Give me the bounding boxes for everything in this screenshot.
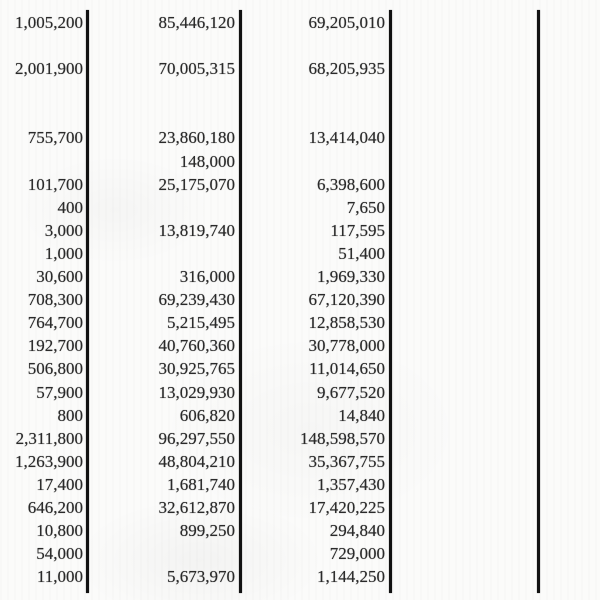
table-row [0,427,600,450]
table-cell [0,80,85,103]
table-row [0,519,600,542]
table-cell: 2,001,900 [15,59,83,79]
table-cell: 6,398,600 [317,174,385,194]
table-cell [387,565,537,588]
table-cell: 148,000 [179,151,235,171]
table-cell [387,473,537,496]
table-cell [387,311,537,334]
table-row [0,219,600,242]
table-cell [85,242,237,265]
table-cell [85,542,237,565]
table-row [0,404,600,427]
column-divider-1 [86,10,89,593]
table-cell: 69,205,010 [308,13,385,32]
table-cell: 101,700 [27,174,83,194]
table-cell: 606,820 [179,405,235,425]
table-cell [387,381,537,404]
table-cell: 1,005,200 [15,13,83,32]
table-cell: 117,595 [330,220,385,240]
table-row [0,542,600,565]
table-cell [387,265,537,288]
table-cell [0,150,85,173]
table-cell [387,334,537,357]
table-cell: 7,650 [346,197,385,217]
table-row [0,311,600,334]
table-cell: 755,700 [27,128,83,148]
number-table [0,11,600,588]
table-cell: 1,969,330 [317,267,385,287]
table-cell: 35,367,755 [308,451,385,471]
table-cell: 1,681,740 [167,474,235,494]
table-cell: 48,804,210 [158,451,235,471]
table-cell: 12,858,530 [308,313,385,333]
table-cell: 13,819,740 [158,220,235,240]
table-cell: 1,144,250 [317,567,385,587]
table-cell [387,219,537,242]
table-row [0,496,600,519]
table-cell [387,11,537,34]
table-cell: 10,800 [36,521,83,541]
table-cell: 3,000 [44,220,83,240]
table-row [0,103,600,126]
table-cell [237,150,387,173]
table-cell [85,34,237,57]
table-cell: 23,860,180 [158,128,235,148]
table-cell: 764,700 [27,313,83,333]
table-cell: 30,600 [36,267,83,287]
table-cell: 2,311,800 [15,428,83,448]
table-cell [387,126,537,149]
table-row [0,288,600,311]
table-cell [387,80,537,103]
table-cell: 25,175,070 [158,174,235,194]
table-cell [387,288,537,311]
table-row [0,34,600,57]
table-cell [387,542,537,565]
table-cell: 294,840 [329,521,385,541]
table-cell: 646,200 [27,497,83,517]
table-cell: 729,000 [329,544,385,564]
table-cell: 32,612,870 [158,497,235,517]
table-row [0,11,600,34]
table-cell: 13,029,930 [158,382,235,402]
table-cell: 96,297,550 [158,428,235,448]
table-row [0,473,600,496]
table-cell: 316,000 [179,267,235,287]
table-row [0,80,600,103]
table-row [0,126,600,149]
table-cell: 51,400 [338,243,385,263]
table-cell: 148,598,570 [300,428,385,448]
table-row [0,57,600,80]
table-row [0,150,600,173]
table-cell [237,34,387,57]
table-cell: 1,000 [44,243,83,263]
table-cell [85,103,237,126]
table-cell: 13,414,040 [308,128,385,148]
table-cell: 17,400 [36,474,83,494]
table-cell [387,57,537,80]
table-cell: 9,677,520 [317,382,385,402]
table-cell [387,357,537,380]
table-cell [387,496,537,519]
table-cell: 17,420,225 [308,497,385,517]
table-row [0,334,600,357]
column-divider-3 [389,10,392,593]
table-cell [387,427,537,450]
table-cell [387,173,537,196]
table-row [0,357,600,380]
table-cell: 800 [57,405,83,425]
table-cell: 5,215,495 [167,313,235,333]
table-row [0,242,600,265]
table-cell [237,103,387,126]
table-cell: 14,840 [338,405,385,425]
table-row [0,565,600,588]
table-cell: 1,357,430 [317,474,385,494]
table-cell [0,103,85,126]
table-cell [85,80,237,103]
table-cell: 57,900 [36,382,83,402]
table-cell: 1,263,900 [15,451,83,471]
table-cell: 5,673,970 [167,567,235,587]
table-cell [387,404,537,427]
table-cell: 69,239,430 [158,290,235,310]
table-row [0,450,600,473]
table-cell: 68,205,935 [308,59,385,79]
table-row [0,196,600,219]
table-cell: 899,250 [179,521,235,541]
table-cell [237,80,387,103]
table-cell [387,196,537,219]
table-cell [387,34,537,57]
table-cell: 85,446,120 [158,13,235,32]
table-cell: 708,300 [27,290,83,310]
table-cell: 67,120,390 [308,290,385,310]
table-cell [85,196,237,219]
table-cell [387,242,537,265]
column-divider-2 [239,10,242,593]
table-cell: 11,014,650 [309,359,385,379]
table-cell: 506,800 [27,359,83,379]
table-cell [387,150,537,173]
table-cell: 192,700 [27,336,83,356]
table-cell [387,450,537,473]
table-cell [387,519,537,542]
table-cell: 54,000 [36,544,83,564]
table-cell [0,34,85,57]
column-divider-4 [537,10,540,593]
table-cell: 400 [57,197,83,217]
table-cell [387,103,537,126]
table-cell: 30,778,000 [308,336,385,356]
table-cell: 30,925,765 [158,359,235,379]
table-cell: 40,760,360 [158,336,235,356]
table-cell: 11,000 [36,567,83,587]
table-row [0,265,600,288]
table-row [0,381,600,404]
table-row [0,173,600,196]
table-cell: 70,005,315 [158,59,235,79]
